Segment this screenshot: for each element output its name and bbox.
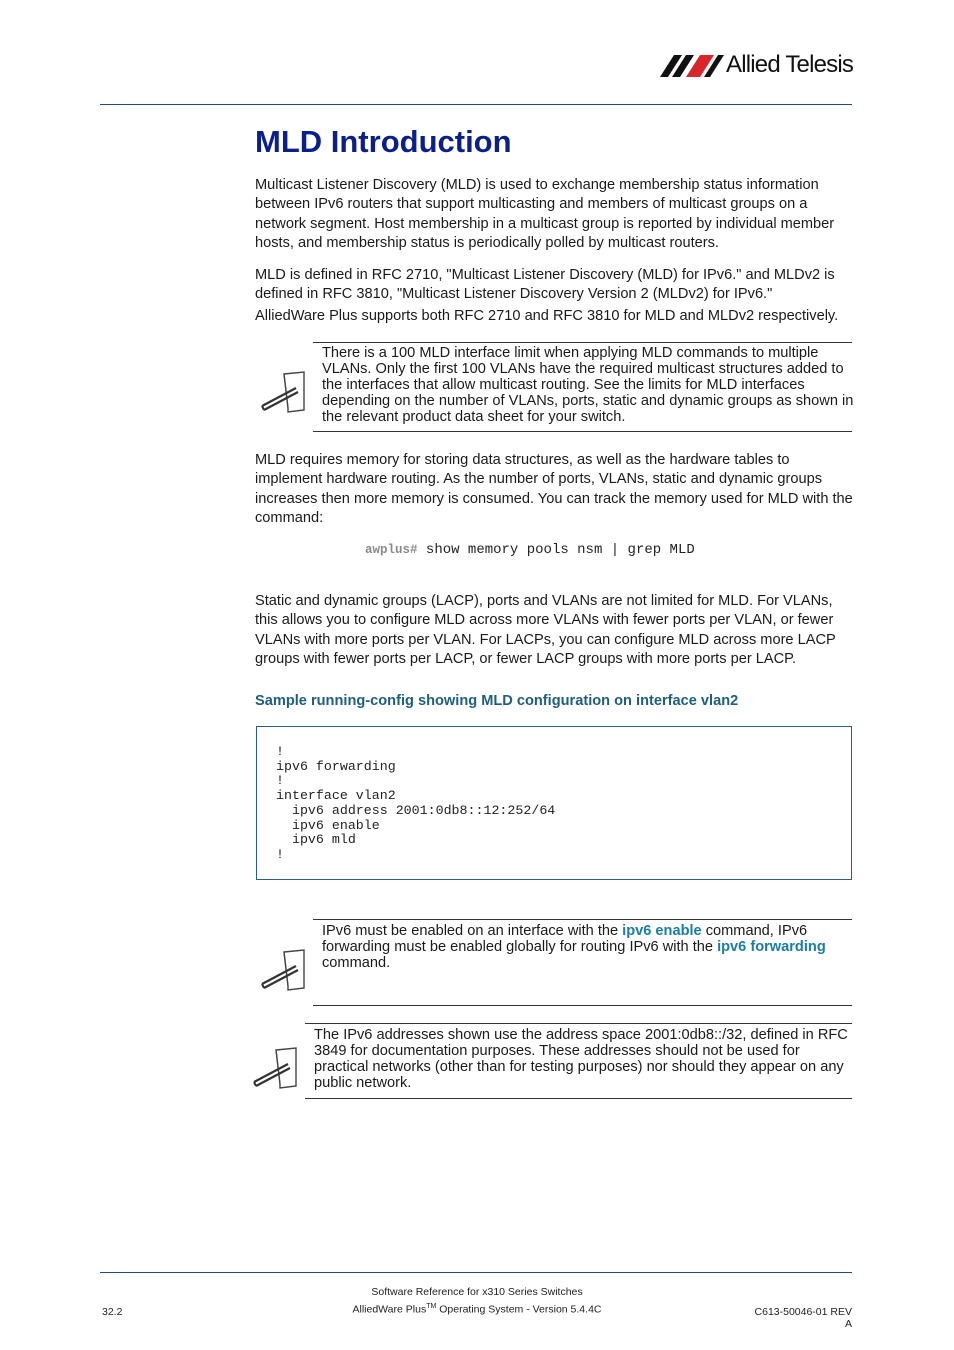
footer-os-name: AlliedWare Plus: [352, 1303, 427, 1316]
logo-mark-icon: [660, 55, 724, 77]
header-rule: [100, 104, 852, 105]
note-2-text: [322, 923, 842, 971]
note-2-part-1: IPv6 must be enabled on an interface with the: [322, 923, 623, 939]
footer-version: Operating System - Version 5.4.4C: [436, 1303, 602, 1316]
running-config-code: ! ipv6 forwarding ! interface vlan2 ipv6 address 2001:0db8::12:252/64 ipv6 enable ipv6 mld !: [276, 744, 556, 862]
page-title: MLD Introduction: [255, 124, 512, 159]
intro-paragraph-2: MLD is defined in RFC 2710, "Multicast Listener Discovery (MLD) for IPv6." and MLDv2 is defined in RFC 3810, "Multicast Listener Discovery Version 2 (MLDv2) for IPv6.": [255, 267, 835, 303]
memory-paragraph: MLD requires memory for storing data structures, as well as the hardware tables to implement hardware routing. As the number of ports, VLANs, static and dynamic groups increases then more memory is consumed. You can track the memory used for MLD with the command:: [255, 452, 853, 526]
code-sample-box: [256, 726, 852, 880]
note-pencil-icon: [260, 948, 306, 994]
static-groups-paragraph: Static and dynamic groups (LACP), ports and VLANs are not limited for MLD. For VLANs, this allows you to configure MLD across more VLANs with fewer ports per VLAN, or fewer VLANs with more ports per VLAN. For LACPs, you can configure MLD across more LACP groups with fewer ports per LACP, or fewer LACP groups with more ports per LACP.: [255, 593, 836, 667]
footer-trademark: TM: [426, 1303, 437, 1310]
note-pencil-icon: [252, 1046, 298, 1092]
note-2-part-2: command, IPv6 forwarding must be enabled globally for routing IPv6 with the: [322, 923, 808, 955]
note-2-part-3: command.: [322, 955, 391, 971]
command-example: [365, 542, 695, 558]
allied-telesis-logo: [660, 52, 855, 80]
note-box-2: [313, 919, 852, 1006]
footer-doc-id: C613-50046-01 REV A: [754, 1306, 852, 1330]
ipv6-enable-link[interactable]: ipv6 enable: [622, 923, 702, 939]
intro-paragraph-1: Multicast Listener Discovery (MLD) is used to exchange membership status information between IPv6 routers that support multicasting and members of multicast groups on a network segment. Host membership in a multicast group is reported by individual member hosts, and membership status is periodically polled by multicast routers.: [255, 177, 835, 251]
note-1-text: There is a 100 MLD interface limit when applying MLD commands to multiple VLANs. Only the first 100 VLANs have the required multicast structures added to the interfaces that allow multicast routing. See the limits for MLD interfaces depending on the number of VLANs, ports, static and dynamic groups as shown in the relevant product data sheet for your switch.: [322, 345, 854, 425]
note-box-1: [313, 342, 852, 432]
sample-config-heading: Sample running-config showing MLD configuration on interface vlan2: [255, 693, 739, 709]
note-3-text: The IPv6 addresses shown use the address space 2001:0db8::/32, defined in RFC 3849 for documentation purposes. These addresses should not be used for practical networks (other than for testing purposes) nor should they appear on any public network.: [314, 1027, 848, 1091]
note-pencil-icon: [260, 370, 306, 416]
footer-page-number: 32.2: [102, 1306, 123, 1318]
note-box-3: [305, 1023, 852, 1099]
footer-rule: [100, 1272, 852, 1273]
logo-wordmark: Allied Telesis: [726, 51, 854, 78]
intro-paragraph-3: AlliedWare Plus supports both RFC 2710 and RFC 3810 for MLD and MLDv2 respectively.: [255, 308, 839, 324]
command-text: show memory pools nsm | grep MLD: [417, 542, 695, 558]
ipv6-forwarding-link[interactable]: ipv6 forwarding: [717, 939, 826, 955]
footer-title: Software Reference for x310 Series Switches: [371, 1286, 583, 1298]
command-prompt: awplus#: [365, 543, 418, 557]
